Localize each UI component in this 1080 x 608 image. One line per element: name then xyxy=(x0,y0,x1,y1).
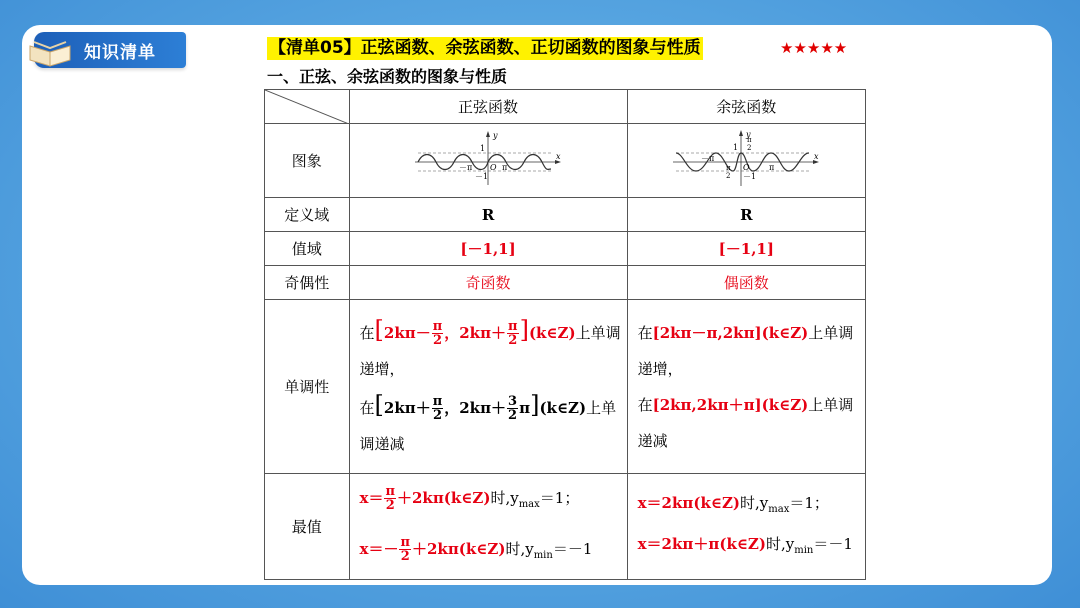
table-row-range xyxy=(265,232,866,266)
text: 在 xyxy=(637,395,653,414)
graph-y-label: y xyxy=(493,130,498,140)
sin-domain: R xyxy=(349,198,627,232)
bracket-close: ] xyxy=(530,390,540,419)
row-label-range: 值域 xyxy=(265,232,350,266)
cosine-graph xyxy=(671,128,821,190)
text: 上单调 xyxy=(808,323,854,342)
fraction xyxy=(507,320,519,347)
tick-half-pi-num: π xyxy=(747,135,752,144)
cos-range: [－1,1] xyxy=(627,232,865,266)
cos-parity: 偶函数 xyxy=(627,266,865,300)
tick-half-pi-den: 2 xyxy=(747,143,752,152)
text: 上单调 xyxy=(808,395,854,414)
frac-den: 2 xyxy=(400,549,410,564)
fraction xyxy=(399,536,411,563)
fraction xyxy=(432,395,444,422)
frac-num: 3 xyxy=(508,394,518,409)
page-title: 【清单05】正弦函数、余弦函数、正切函数的图象与性质 xyxy=(269,38,701,58)
text: 时,y xyxy=(740,493,769,512)
frac-den: 2 xyxy=(508,408,518,423)
table-row-domain xyxy=(265,198,866,232)
frac-num: π xyxy=(385,484,395,499)
origin-label: O xyxy=(490,162,497,172)
row-label-domain: 定义域 xyxy=(265,198,350,232)
difficulty-stars: ★★★★★ xyxy=(780,39,848,57)
frac-den: 2 xyxy=(385,498,395,513)
sine-graph xyxy=(413,129,563,189)
table-row-extrema xyxy=(265,474,866,580)
properties-table xyxy=(264,89,866,580)
header-cos: 余弦函数 xyxy=(627,90,865,124)
period: ＋2kπ(k∈Z) xyxy=(411,539,506,558)
subscript: min xyxy=(533,549,553,561)
text: 递减 xyxy=(637,431,668,450)
text: 上单 xyxy=(586,398,617,417)
tick-pi: π xyxy=(769,162,775,172)
value: ＝－1 xyxy=(813,534,853,553)
cos-extrema xyxy=(627,474,865,580)
diagonal-header-cell xyxy=(265,90,350,124)
fraction xyxy=(507,395,518,422)
origin-label: O xyxy=(743,162,750,172)
frac-den: 2 xyxy=(432,333,442,348)
bracket-close: ] xyxy=(519,315,529,344)
text: 上单调 xyxy=(575,323,621,342)
subscript: min xyxy=(794,544,814,556)
row-label-graph: 图象 xyxy=(265,124,350,198)
x-eq: x＝ xyxy=(359,488,384,507)
tick-pi: π xyxy=(502,162,508,172)
text: 在 xyxy=(359,323,375,342)
tick-neg-half-pi-den: 2 xyxy=(726,171,731,180)
cos-monotonic xyxy=(627,300,865,474)
period: ＋2kπ(k∈Z) xyxy=(396,488,491,507)
sin-range: [－1,1] xyxy=(349,232,627,266)
fraction xyxy=(432,320,444,347)
cos-graph-cell xyxy=(627,124,865,198)
text: 在 xyxy=(637,323,653,342)
x-eq: x＝2kπ＋π(k∈Z) xyxy=(637,534,766,553)
tick-one: 1 xyxy=(733,142,739,152)
k-condition: (k∈Z) xyxy=(528,323,576,342)
frac-num: π xyxy=(432,394,443,409)
sin-monotonic xyxy=(349,300,627,474)
bracket-open: [ xyxy=(374,315,384,344)
subscript: max xyxy=(518,498,540,510)
diagonal-line xyxy=(265,90,349,124)
sin-extrema xyxy=(349,474,627,580)
fraction xyxy=(384,485,396,512)
value: ＝1； xyxy=(539,488,580,507)
table-header-row xyxy=(265,90,866,124)
sin-graph-cell xyxy=(349,124,627,198)
x-eq: x＝－ xyxy=(359,539,399,558)
pi: π xyxy=(519,398,531,417)
frac-num: π xyxy=(508,319,518,334)
table-row-monotonic xyxy=(265,300,866,474)
row-label-monotonic: 单调性 xyxy=(265,300,350,474)
table-row-parity xyxy=(265,266,866,300)
book-icon xyxy=(28,38,74,68)
tick-neg-half-pi-num: π xyxy=(726,163,731,172)
interval-end: ，2kπ＋ xyxy=(444,398,507,417)
table-row-graph xyxy=(265,124,866,198)
x-eq: x＝2kπ(k∈Z) xyxy=(637,493,741,512)
interval: [2kπ－π,2kπ](k∈Z) xyxy=(652,323,809,342)
frac-den: 2 xyxy=(432,408,442,423)
value: ＝－1 xyxy=(552,539,593,558)
text: 时,y xyxy=(505,539,534,558)
tick-one: 1 xyxy=(480,143,486,153)
section-heading: 一、正弦、余弦函数的图象与性质 xyxy=(267,67,508,86)
text: 时,y xyxy=(490,488,519,507)
bracket-open: [ xyxy=(374,390,384,419)
frac-num: π xyxy=(432,319,443,334)
sin-parity: 奇函数 xyxy=(349,266,627,300)
row-label-extrema: 最值 xyxy=(265,474,350,580)
text: 递增， xyxy=(359,359,405,378)
text: 时,y xyxy=(765,534,795,553)
interval-start: 2kπ－ xyxy=(383,323,431,342)
interval-end: ，2kπ＋ xyxy=(444,323,507,342)
interval-start: 2kπ＋ xyxy=(383,398,431,417)
graph-x-label: x xyxy=(814,151,819,161)
frac-num: π xyxy=(400,535,410,550)
tick-neg-pi: －π xyxy=(701,153,715,163)
text: 在 xyxy=(359,398,375,417)
cos-domain: R xyxy=(627,198,865,232)
text: 递增， xyxy=(637,359,683,378)
graph-y-label: y xyxy=(746,129,751,139)
graph-x-label: x xyxy=(556,151,561,161)
tick-neg-pi: －π xyxy=(459,162,473,172)
section-badge xyxy=(34,32,186,68)
tick-neg-one: －1 xyxy=(743,171,757,181)
subscript: max xyxy=(768,503,790,515)
k-condition: (k∈Z) xyxy=(539,398,587,417)
frac-den: 2 xyxy=(508,333,518,348)
tick-neg-one: －1 xyxy=(475,171,489,181)
header-sin: 正弦函数 xyxy=(349,90,627,124)
badge-label: 知识清单 xyxy=(84,43,156,63)
value: ＝1； xyxy=(789,493,829,512)
text: 调递减 xyxy=(359,434,405,453)
row-label-parity: 奇偶性 xyxy=(265,266,350,300)
interval: [2kπ,2kπ＋π](k∈Z) xyxy=(652,395,809,414)
